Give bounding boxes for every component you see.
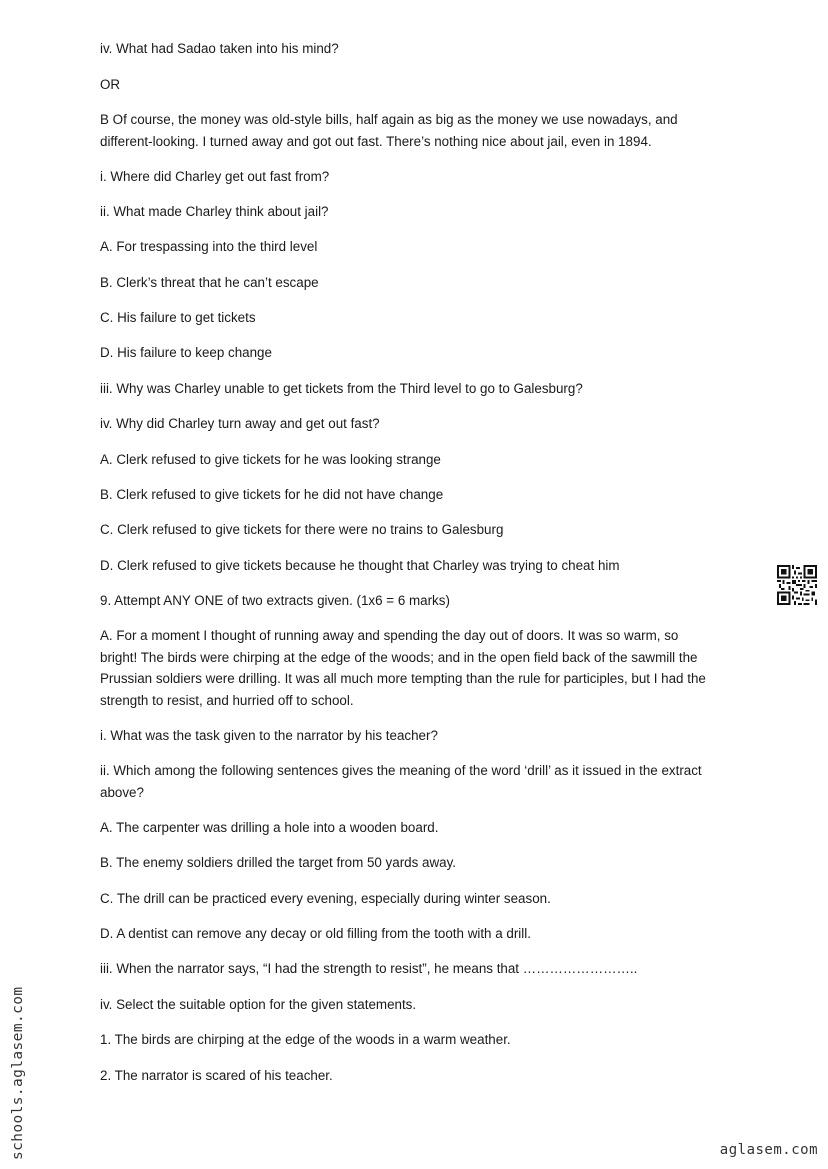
option-line: B. Clerk’s threat that he can’t escape bbox=[100, 275, 319, 290]
qr-code-icon[interactable] bbox=[777, 565, 817, 605]
option-line: A. Clerk refused to give tickets for he was looking strange bbox=[100, 452, 441, 467]
option-line: C. His failure to get tickets bbox=[100, 310, 256, 325]
option-line: B. The enemy soldiers drilled the target from 50 yards away. bbox=[100, 855, 457, 870]
option-line: D. His failure to keep change bbox=[100, 345, 272, 360]
question-line: iii. When the narrator says, “I had the strength to resist”, he means that …………………….. bbox=[100, 961, 638, 976]
statement-line: 1. The birds are chirping at the edge of the woods in a warm weather. bbox=[100, 1032, 511, 1047]
option-line: D. A dentist can remove any decay or old filling from the tooth with a drill. bbox=[100, 926, 531, 941]
question-line: i. What was the task given to the narrator by his teacher? bbox=[100, 728, 438, 743]
question-line: iv. Why did Charley turn away and get out fast? bbox=[100, 416, 380, 431]
option-line: D. Clerk refused to give tickets because he thought that Charley was trying to cheat him bbox=[100, 558, 620, 573]
section-heading: 9. Attempt ANY ONE of two extracts given. (1x6 = 6 marks) bbox=[100, 593, 450, 608]
option-line: A. For trespassing into the third level bbox=[100, 239, 318, 254]
statement-line: 2. The narrator is scared of his teacher. bbox=[100, 1068, 333, 1083]
question-line: iv. Select the suitable option for the given statements. bbox=[100, 997, 417, 1012]
option-line: B. Clerk refused to give tickets for he did not have change bbox=[100, 487, 444, 502]
question-line: iii. Why was Charley unable to get tickets from the Third level to go to Galesburg? bbox=[100, 381, 583, 396]
question-line: ii. What made Charley think about jail? bbox=[100, 204, 329, 219]
question-line: ii. Which among the following sentences gives the meaning of the word ‘drill’ as it issued in the extract above? bbox=[100, 763, 702, 800]
extract-paragraph: A. For a moment I thought of running away and spending the day out of doors. It was so warm, so bright! The birds were chirping at the edge of the woods; and in the open field back of the sawmill the Prussian soldiers were drilling. It was all much more tempting than the rule for participles, but I had the strength to resist, and hurried off to school. bbox=[100, 628, 706, 708]
extract-paragraph: B Of course, the money was old-style bills, half again as big as the money we use nowadays, and different-looking. I turned away and got out fast. There’s nothing nice about jail, even in 1894. bbox=[100, 112, 678, 149]
question-line: iv. What had Sadao taken into his mind? bbox=[100, 41, 339, 56]
or-separator: OR bbox=[100, 77, 121, 92]
footer-watermark: aglasem.com bbox=[719, 1142, 818, 1158]
option-line: A. The carpenter was drilling a hole into a wooden board. bbox=[100, 820, 439, 835]
option-line: C. Clerk refused to give tickets for there were no trains to Galesburg bbox=[100, 522, 504, 537]
question-line: i. Where did Charley get out fast from? bbox=[100, 169, 330, 184]
side-watermark-text: schools.aglasem.com bbox=[10, 986, 26, 1160]
option-line: C. The drill can be practiced every evening, especially during winter season. bbox=[100, 891, 551, 906]
side-watermark bbox=[10, 965, 36, 1160]
